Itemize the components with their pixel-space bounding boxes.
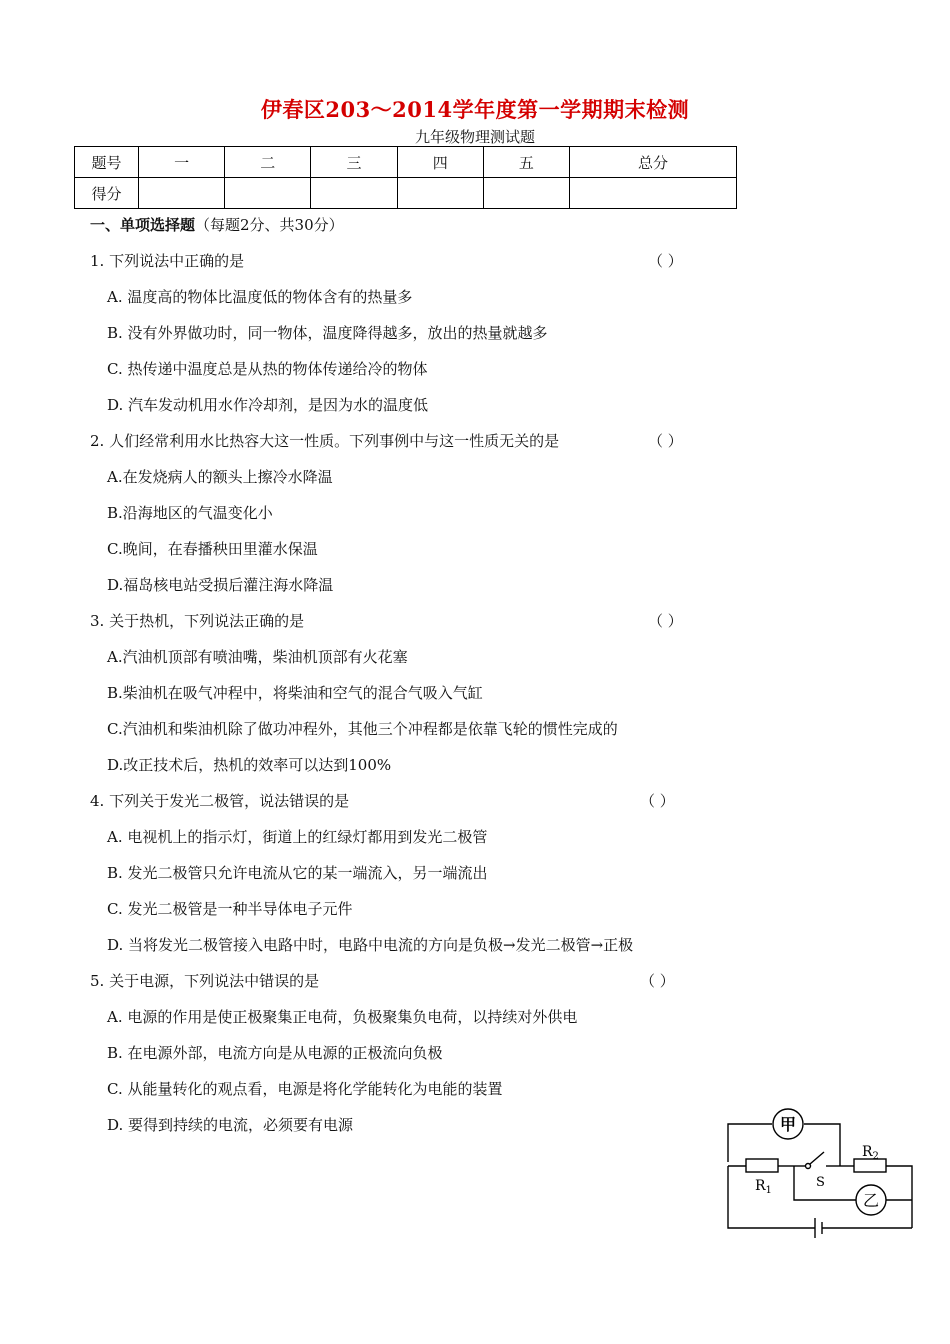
score-cell[interactable]: [311, 178, 397, 209]
question-option: A. 温度高的物体比温度低的物体含有的热量多: [107, 288, 413, 306]
question-option: D.改正技术后，热机的效率可以达到100%: [107, 756, 392, 774]
switch-icon: [806, 1164, 811, 1169]
score-table-header-row: [75, 147, 737, 178]
section-title: 一、单项选择题: [90, 216, 196, 234]
score-header-cell: 五: [483, 147, 569, 178]
question-stem: 4. 下列关于发光二极管，说法错误的是: [90, 792, 350, 810]
score-cell[interactable]: [397, 178, 483, 209]
resistor-r2-icon: [854, 1159, 886, 1172]
question-option: A.汽油机顶部有喷油嘴，柴油机顶部有火花塞: [107, 648, 408, 666]
question-option: B. 没有外界做功时，同一物体，温度降得越多，放出的热量就越多: [107, 324, 548, 342]
question-option: D.福岛核电站受损后灌注海水降温: [107, 576, 334, 594]
question-option: B. 发光二极管只允许电流从它的某一端流入，另一端流出: [107, 864, 488, 882]
meter-yi-label: 乙: [862, 1191, 880, 1210]
score-table: [74, 146, 737, 209]
r2-label: $R_2$: [862, 1144, 879, 1162]
score-header-cell: 一: [139, 147, 225, 178]
score-header-cell: 四: [397, 147, 483, 178]
question-stem: 3. 关于热机，下列说法正确的是: [90, 612, 305, 630]
question-option: C. 发光二极管是一种半导体电子元件: [107, 900, 353, 918]
score-header-cell: 二: [225, 147, 311, 178]
score-header-cell: 三: [311, 147, 397, 178]
question-option: C.汽油机和柴油机除了做功冲程外，其他三个冲程都是依靠飞轮的惯性完成的: [107, 720, 618, 738]
score-cell[interactable]: [139, 178, 225, 209]
question-option: C.晚间，在春播秧田里灌水保温: [107, 540, 318, 558]
question-option: A. 电视机上的指示灯，街道上的红绿灯都用到发光二极管: [107, 828, 488, 846]
question-stem: 5. 关于电源，下列说法中错误的是: [90, 972, 320, 990]
page-title: 伊春区203～2014学年度第一学期期末检测: [260, 97, 690, 122]
score-table-score-row: [75, 178, 737, 209]
question-option: C. 热传递中温度总是从热的物体传递给冷的物体: [107, 360, 428, 378]
answer-parenthesis[interactable]: （ ）: [648, 252, 683, 270]
r1-label: $R_1$: [755, 1178, 772, 1196]
question-option: C. 从能量转化的观点看，电源是将化学能转化为电能的装置: [107, 1080, 503, 1098]
score-header-cell: 总分: [570, 147, 737, 178]
score-row-label: 得分: [75, 178, 139, 209]
question-option: D. 要得到持续的电流，必须要有电源: [107, 1116, 354, 1134]
resistor-r1-icon: [746, 1159, 778, 1172]
question-stem: 1. 下列说法中正确的是: [90, 252, 245, 270]
circuit-diagram: [722, 1106, 922, 1242]
score-cell[interactable]: [570, 178, 737, 209]
question-option: B. 在电源外部，电流方向是从电源的正极流向负极: [107, 1044, 443, 1062]
score-cell[interactable]: [483, 178, 569, 209]
section-note: （每题2分、共30分）: [195, 216, 344, 234]
answer-parenthesis[interactable]: （ ）: [648, 432, 683, 450]
answer-parenthesis[interactable]: （ ）: [640, 972, 675, 990]
question-option: D. 汽车发动机用水作冷却剂，是因为水的温度低: [107, 396, 429, 414]
switch-label: S: [816, 1175, 825, 1190]
answer-parenthesis[interactable]: （ ）: [648, 612, 683, 630]
answer-parenthesis[interactable]: （ ）: [640, 792, 675, 810]
page-subtitle: 九年级物理测试题: [414, 128, 535, 146]
score-header-cell: 题号: [75, 147, 139, 178]
question-option: B.柴油机在吸气冲程中，将柴油和空气的混合气吸入气缸: [107, 684, 483, 702]
question-stem: 2. 人们经常利用水比热容大这一性质。下列事例中与这一性质无关的是: [90, 432, 560, 450]
question-option: A. 电源的作用是使正极聚集正电荷，负极聚集负电荷，以持续对外供电: [107, 1008, 578, 1026]
section-heading: [90, 214, 344, 235]
score-cell[interactable]: [225, 178, 311, 209]
question-option: D. 当将发光二极管接入电路中时，电路中电流的方向是负极→发光二极管→正极: [107, 936, 634, 954]
question-option: A.在发烧病人的额头上擦冷水降温: [107, 468, 333, 486]
question-option: B.沿海地区的气温变化小: [107, 504, 273, 522]
meter-jia-label: 甲: [779, 1115, 797, 1134]
